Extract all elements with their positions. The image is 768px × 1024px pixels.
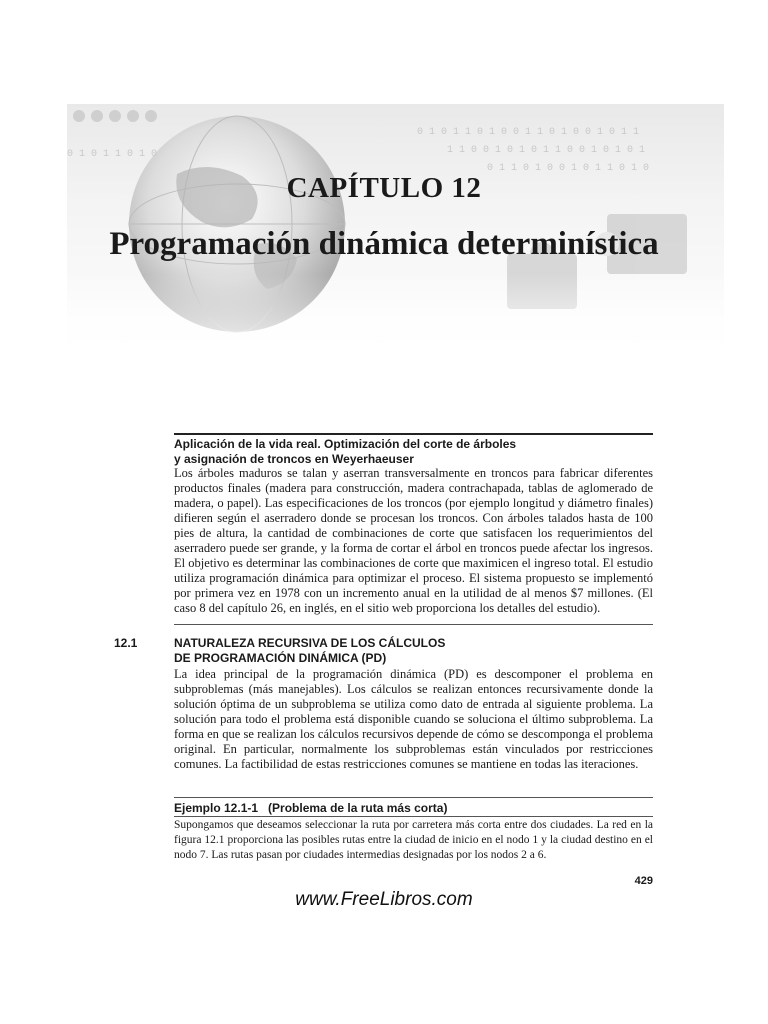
application-title-line2: y asignación de troncos en Weyerhaeuser xyxy=(174,452,414,466)
example-label: Ejemplo 12.1-1 xyxy=(174,801,259,815)
example-body: Supongamos que deseamos seleccionar la ruta por carretera más corta entre dos ciudades. La red en la figura 12.1 proporciona las posibles rutas entre la ciudad de inicio en el nodo 1 y la ciudad destino en el nodo 7. Las rutas pasan por ciudades intermedias designadas por los nodos 2 a 6. xyxy=(174,819,653,861)
svg-text:0 1 0 1 1 0 1 0: 0 1 0 1 1 0 1 0 xyxy=(67,149,158,160)
section-title-line1: NATURALEZA RECURSIVA DE LOS CÁLCULOS xyxy=(174,636,446,650)
example-title: (Problema de la ruta más corta) xyxy=(268,801,448,815)
decorative-dots xyxy=(73,110,157,122)
watermark-url[interactable]: www.FreeLibros.com xyxy=(295,889,473,910)
example-under-rule xyxy=(174,816,653,817)
box-bottom-rule xyxy=(174,624,653,625)
section-content xyxy=(174,667,653,772)
application-box xyxy=(174,466,653,616)
svg-text:0 1 0 1 1 0 1 0 0 1 1 0 1 0 0: 0 1 0 1 1 0 1 0 0 1 1 0 1 0 0 1 0 1 1 xyxy=(417,127,640,138)
example-top-rule xyxy=(174,797,653,798)
section-number: 12.1 xyxy=(114,636,138,650)
svg-text:0 1 1 0 1 0 0 1 0 1 1 0 1 0: 0 1 1 0 1 0 0 1 0 1 1 0 1 0 xyxy=(487,163,650,174)
example-content xyxy=(174,818,653,863)
page-number: 429 xyxy=(634,875,653,887)
svg-text:1 1 0 0 1 0 1 0 1 1 0 0 1 0 1: 1 1 0 0 1 0 1 0 1 1 0 0 1 0 1 0 1 xyxy=(447,145,646,156)
section-body: La idea principal de la programación dinámica (PD) es descomponer el problema en subproblemas (más manejables). Los cálculos se realizan entonces recursivamente donde la solución óptima de un subproblema se utiliza como dato de entrada al siguiente problema. La solución para todo el problema está disponible cuando se soluciona el último subproblema. La forma en que se realizan los cálculos recursivos depende de cómo se descomponga el problema original. En particular, normalmente los subproblemas están vinculados por restricciones comunes. La factibilidad de estas restricciones comunes se mantiene en todas las iteraciones. xyxy=(174,667,653,771)
box-top-rule xyxy=(174,433,653,435)
chapter-title: Programación dinámica determinística xyxy=(109,226,659,262)
chapter-label: CAPÍTULO 12 xyxy=(286,172,482,204)
section-heading xyxy=(174,636,653,666)
section-title-line2: DE PROGRAMACIÓN DINÁMICA (PD) xyxy=(174,651,387,665)
application-body: Los árboles maduros se talan y aserran transversalmente en troncos para fabricar diferentes productos finales (madera para construcción, madera contrachapada, tablas de aglomerado de madera, o papel). Las especificaciones de los troncos (por ejemplo longitud y diámetro finales) difieren según el aserradero donde se procesan los troncos. Con árboles talados hasta de 100 pies de altura, la cantidad de combinaciones de corte que satisfacen los requerimientos del aserradero puede ser grande, y la forma de cortar el árbol en troncos puede afectar los ingresos. El objetivo es determinar las combinaciones de corte que maximicen el ingreso total. El estudio utiliza programación dinámica para optimizar el proceso. El sistema propuesto se implementó por primera vez en 1978 con un incremento anual en la utilidad de al menos $7 millones. (El caso 8 del capítulo 26, en inglés, en el sitio web proporciona los detalles del estudio). xyxy=(174,466,653,615)
example-heading xyxy=(174,801,447,815)
application-box-title xyxy=(174,437,653,467)
application-title-line1: Aplicación de la vida real. Optimización del corte de árboles xyxy=(174,437,517,451)
